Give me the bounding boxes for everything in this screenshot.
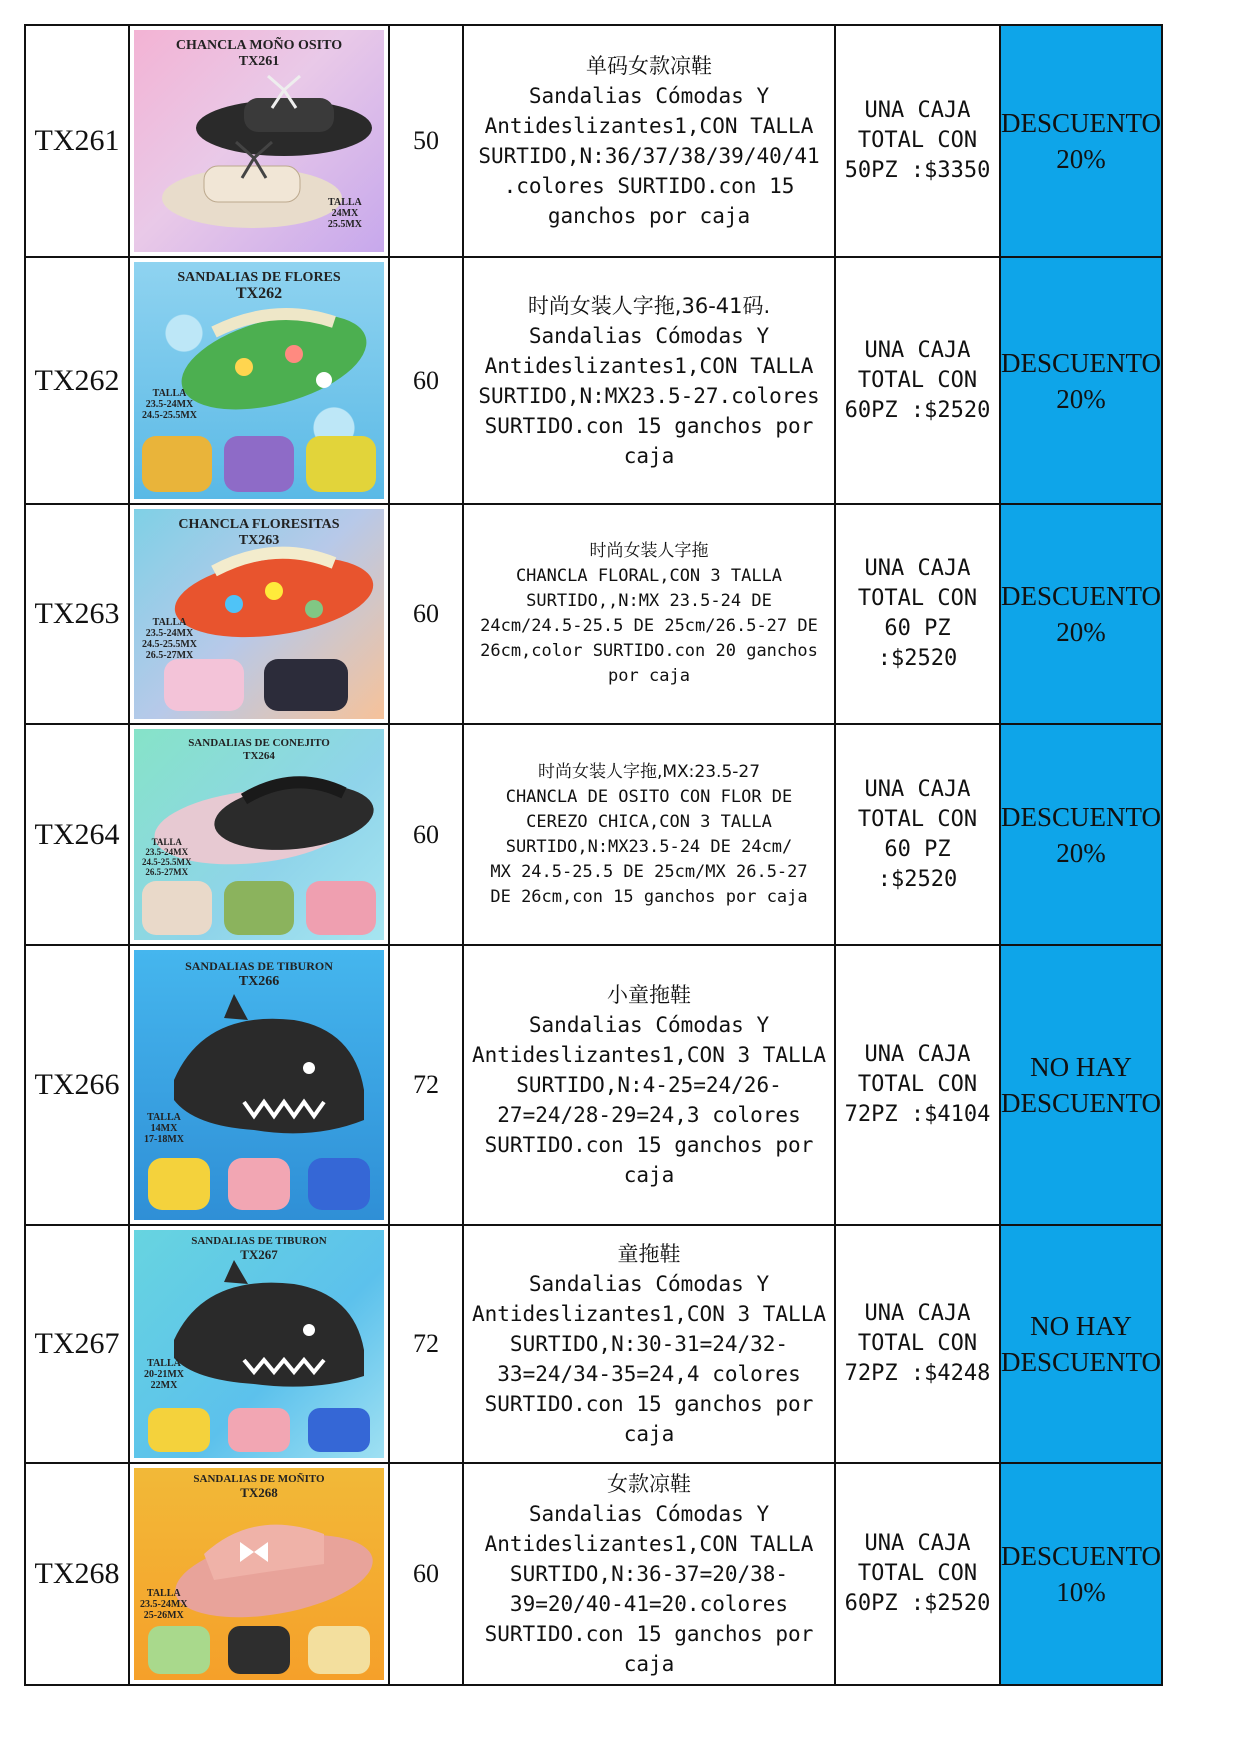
box-total: UNA CAJA TOTAL CON 60PZ :$2520 bbox=[835, 257, 1000, 504]
product-image-cell bbox=[129, 724, 389, 945]
image-title: SANDALIAS DE CONEJITO TX264 bbox=[188, 737, 330, 762]
product-row bbox=[25, 1463, 1162, 1685]
sandal-illustration bbox=[134, 1230, 384, 1458]
product-image bbox=[134, 262, 384, 499]
discount-cell: DESCUENTO 20% bbox=[1000, 504, 1162, 724]
discount-cell: DESCUENTO 20% bbox=[1000, 25, 1162, 257]
image-size-label: TALLA 14MX 17-18MX bbox=[144, 1112, 184, 1145]
image-size-label: TALLA 20-21MX 22MX bbox=[144, 1358, 184, 1391]
product-code: TX261 bbox=[25, 25, 129, 257]
product-code: TX264 bbox=[25, 724, 129, 945]
image-size-label: TALLA 24MX 25.5MX bbox=[327, 197, 362, 230]
product-description: 女款凉鞋 Sandalias Cómodas Y Antideslizantes1,CON TALLA SURTIDO,N:36-37=20/38- 39=20/40-41=20.colores SURTIDO.con 15 ganchos por caja bbox=[463, 1463, 835, 1685]
product-row bbox=[25, 724, 1162, 945]
product-row bbox=[25, 945, 1162, 1225]
box-total: UNA CAJA TOTAL CON 50PZ :$3350 bbox=[835, 25, 1000, 257]
image-size-label: TALLA 23.5-24MX 24.5-25.5MX 26.5-27MX bbox=[142, 837, 192, 877]
product-image-cell bbox=[129, 1225, 389, 1463]
product-quantity: 50 bbox=[389, 25, 463, 257]
product-description: 童拖鞋 Sandalias Cómodas Y Antideslizantes1,CON 3 TALLA SURTIDO,N:30-31=24/32- 33=24/34-35=24,4 colores SURTIDO.con 15 ganchos por caja bbox=[463, 1225, 835, 1463]
image-size-label: TALLA 23.5-24MX 24.5-25.5MX 26.5-27MX bbox=[142, 617, 197, 661]
product-image-cell bbox=[129, 945, 389, 1225]
box-total: UNA CAJA TOTAL CON 60 PZ :$2520 bbox=[835, 504, 1000, 724]
product-quantity: 72 bbox=[389, 945, 463, 1225]
box-total: UNA CAJA TOTAL CON 72PZ :$4248 bbox=[835, 1225, 1000, 1463]
product-code: TX266 bbox=[25, 945, 129, 1225]
product-row bbox=[25, 257, 1162, 504]
image-title: CHANCLA FLORESITAS TX263 bbox=[178, 517, 340, 548]
product-image bbox=[134, 1230, 384, 1458]
image-size-label: TALLA 23.5-24MX 25-26MX bbox=[140, 1588, 188, 1621]
product-image bbox=[134, 729, 384, 940]
product-image-cell bbox=[129, 257, 389, 504]
product-code: TX268 bbox=[25, 1463, 129, 1685]
box-total: UNA CAJA TOTAL CON 60PZ :$2520 bbox=[835, 1463, 1000, 1685]
product-description: 时尚女装人字拖,36-41码. Sandalias Cómodas Y Antideslizantes1,CON TALLA SURTIDO,N:MX23.5-27.colores SURTIDO.con 15 ganchos por caja bbox=[463, 257, 835, 504]
product-description: 单码女款凉鞋 Sandalias Cómodas Y Antideslizantes1,CON TALLA SURTIDO,N:36/37/38/39/40/41 .colores SURTIDO.con 15 ganchos por caja bbox=[463, 25, 835, 257]
product-catalog-table bbox=[24, 24, 1163, 1686]
product-description: 时尚女装人字拖 CHANCLA FLORAL,CON 3 TALLA SURTIDO,,N:MX 23.5-24 DE 24cm/24.5-25.5 DE 25cm/26.5-27 DE 26cm,color SURTIDO.con 20 ganchos por caja bbox=[463, 504, 835, 724]
product-quantity: 60 bbox=[389, 1463, 463, 1685]
image-size-label: TALLA 23.5-24MX 24.5-25.5MX bbox=[142, 388, 197, 421]
product-row bbox=[25, 1225, 1162, 1463]
product-quantity: 60 bbox=[389, 724, 463, 945]
product-image-cell bbox=[129, 1463, 389, 1685]
sandal-illustration bbox=[134, 950, 384, 1220]
product-image bbox=[134, 509, 384, 719]
product-code: TX263 bbox=[25, 504, 129, 724]
image-title: SANDALIAS DE FLORES TX262 bbox=[177, 270, 341, 302]
box-total: UNA CAJA TOTAL CON 60 PZ :$2520 bbox=[835, 724, 1000, 945]
product-description: 时尚女装人字拖,MX:23.5-27 CHANCLA DE OSITO CON FLOR DE CEREZO CHICA,CON 3 TALLA SURTIDO,N:MX23.5-24 DE 24cm/ MX 24.5-25.5 DE 25cm/MX 26.5-27 DE 26cm,con 15 ganchos por caja bbox=[463, 724, 835, 945]
product-description: 小童拖鞋 Sandalias Cómodas Y Antideslizantes1,CON 3 TALLA SURTIDO,N:4-25=24/26- 27=24/28-29=24,3 colores SURTIDO.con 15 ganchos por caja bbox=[463, 945, 835, 1225]
image-title: SANDALIAS DE MOÑITO TX268 bbox=[193, 1473, 325, 1500]
product-quantity: 60 bbox=[389, 504, 463, 724]
product-image bbox=[134, 1468, 384, 1680]
product-quantity: 60 bbox=[389, 257, 463, 504]
discount-cell: DESCUENTO 20% bbox=[1000, 724, 1162, 945]
discount-cell: NO HAY DESCUENTO bbox=[1000, 945, 1162, 1225]
image-title: CHANCLA MOÑO OSITO TX261 bbox=[175, 38, 343, 69]
discount-cell: DESCUENTO 20% bbox=[1000, 257, 1162, 504]
product-row bbox=[25, 504, 1162, 724]
product-code: TX262 bbox=[25, 257, 129, 504]
product-quantity: 72 bbox=[389, 1225, 463, 1463]
discount-cell: DESCUENTO 10% bbox=[1000, 1463, 1162, 1685]
discount-cell: NO HAY DESCUENTO bbox=[1000, 1225, 1162, 1463]
product-image bbox=[134, 950, 384, 1220]
product-image bbox=[134, 30, 384, 252]
image-title: SANDALIAS DE TIBURON TX267 bbox=[191, 1235, 327, 1262]
product-row bbox=[25, 25, 1162, 257]
product-image-cell bbox=[129, 25, 389, 257]
product-code: TX267 bbox=[25, 1225, 129, 1463]
box-total: UNA CAJA TOTAL CON 72PZ :$4104 bbox=[835, 945, 1000, 1225]
product-image-cell bbox=[129, 504, 389, 724]
image-title: SANDALIAS DE TIBURON TX266 bbox=[185, 959, 333, 989]
